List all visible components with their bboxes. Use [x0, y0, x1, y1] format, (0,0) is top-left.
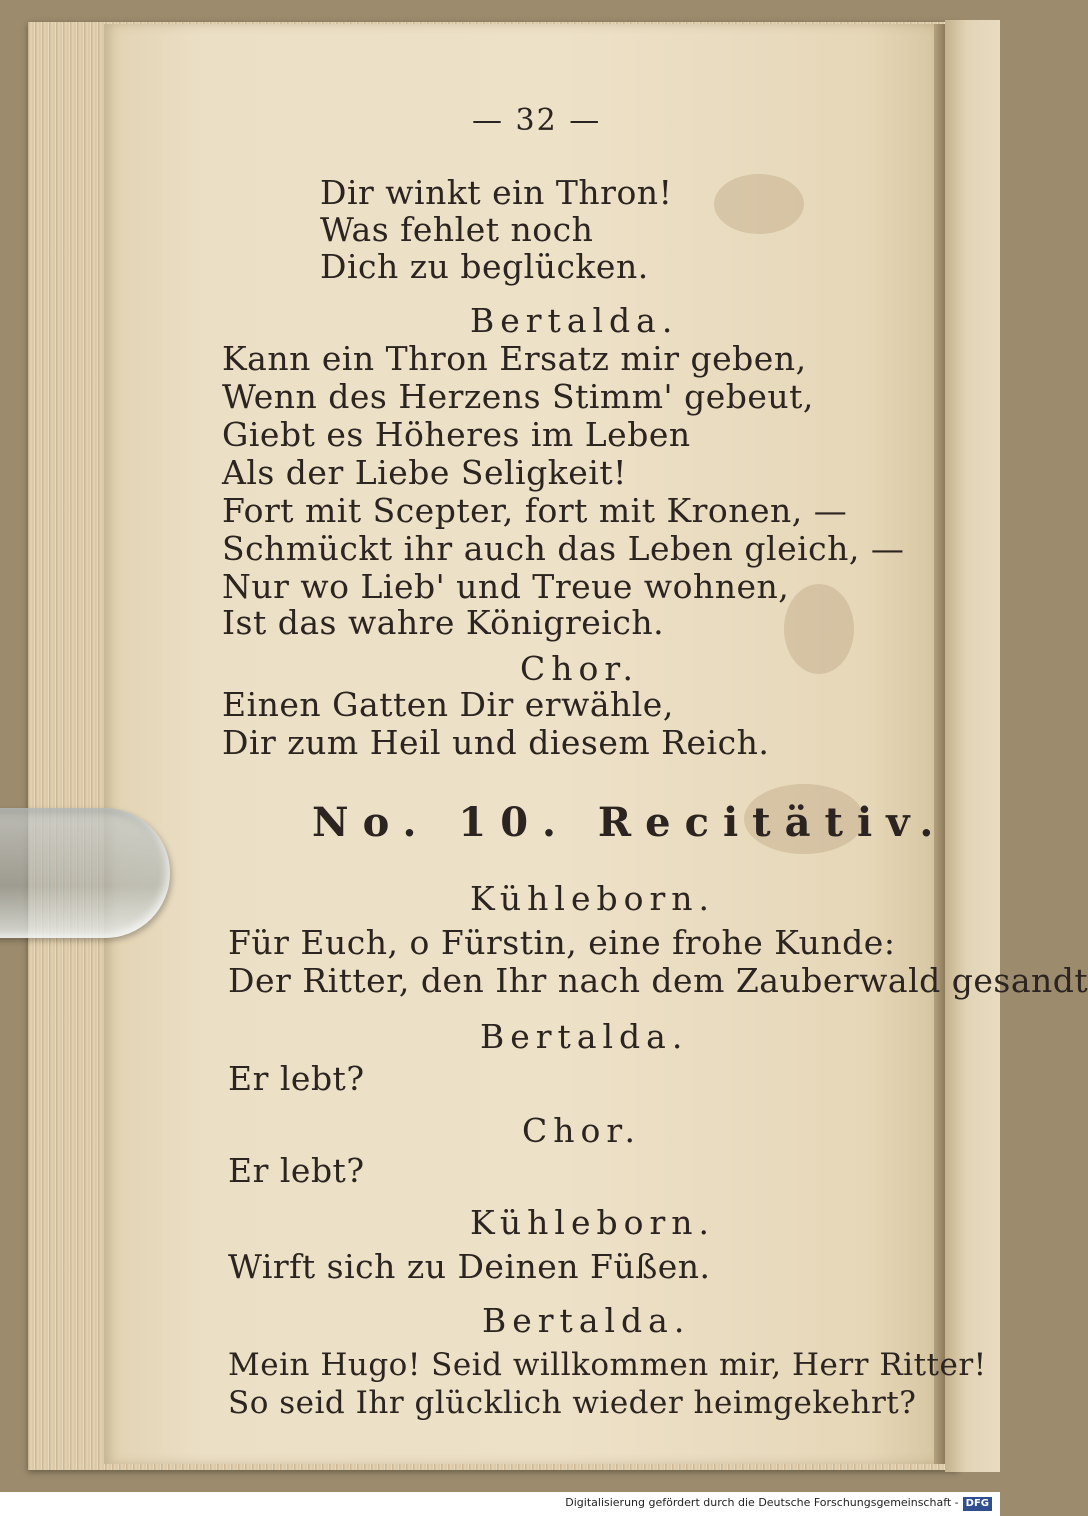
verse-line: Kann ein Thron Ersatz mir geben, — [222, 339, 807, 378]
verse-line: Als der Liebe Seligkeit! — [222, 453, 627, 492]
foxing-spot — [784, 584, 854, 674]
page-number: — 32 — — [472, 103, 602, 138]
verse-line: Der Ritter, den Ihr nach dem Zauberwald gesandt — [228, 961, 1088, 1000]
speaker-name: Kühleborn. — [470, 1203, 716, 1242]
verse-line: Dir winkt ein Thron! — [320, 173, 673, 212]
verse-line: Für Euch, o Fürstin, eine frohe Kunde: — [228, 923, 896, 962]
verse-line: Fort mit Scepter, fort mit Kronen, — — [222, 491, 848, 530]
facing-page — [945, 20, 1000, 1472]
verse-line: Ist das wahre Königreich. — [222, 603, 665, 642]
verse-line: Dir zum Heil und diesem Reich. — [222, 723, 770, 762]
credit-text-wrap — [565, 1496, 992, 1511]
speaker-name: Bertalda. — [470, 301, 679, 340]
verse-line: Nur wo Lieb' und Treue wohnen, — [222, 567, 790, 606]
credit-text: Digitalisierung gefördert durch die Deutsche Forschungsgemeinschaft - — [565, 1496, 959, 1509]
page-clip — [0, 808, 170, 938]
credit-footer — [0, 1492, 1000, 1516]
speaker-name: Chor. — [522, 1111, 642, 1150]
speaker-name: Bertalda. — [480, 1017, 689, 1056]
speaker-name: Chor. — [520, 649, 640, 688]
verse-line: Er lebt? — [228, 1151, 365, 1190]
dfg-logo: DFG — [963, 1497, 992, 1511]
verse-line: Dich zu beglücken. — [320, 247, 649, 286]
verse-line: Was fehlet noch — [320, 210, 594, 249]
verse-line: Schmückt ihr auch das Leben gleich, — — [222, 529, 905, 568]
verse-line: Wirft sich zu Deinen Füßen. — [228, 1247, 711, 1286]
speaker-name: Bertalda. — [482, 1301, 691, 1340]
verse-line: Er lebt? — [228, 1059, 365, 1098]
verse-line: Giebt es Höheres im Leben — [222, 415, 691, 454]
verse-line: Mein Hugo! Seid willkommen mir, Herr Ritter! — [228, 1347, 987, 1383]
section-heading: No. 10. Recitätiv. — [312, 799, 948, 846]
speaker-name: Kühleborn. — [470, 879, 716, 918]
verse-line: Wenn des Herzens Stimm' gebeut, — [222, 377, 814, 416]
verse-line: So seid Ihr glücklich wieder heimgekehrt? — [228, 1385, 917, 1421]
verse-line: Einen Gatten Dir erwähle, — [222, 685, 674, 724]
foxing-spot — [714, 174, 804, 234]
